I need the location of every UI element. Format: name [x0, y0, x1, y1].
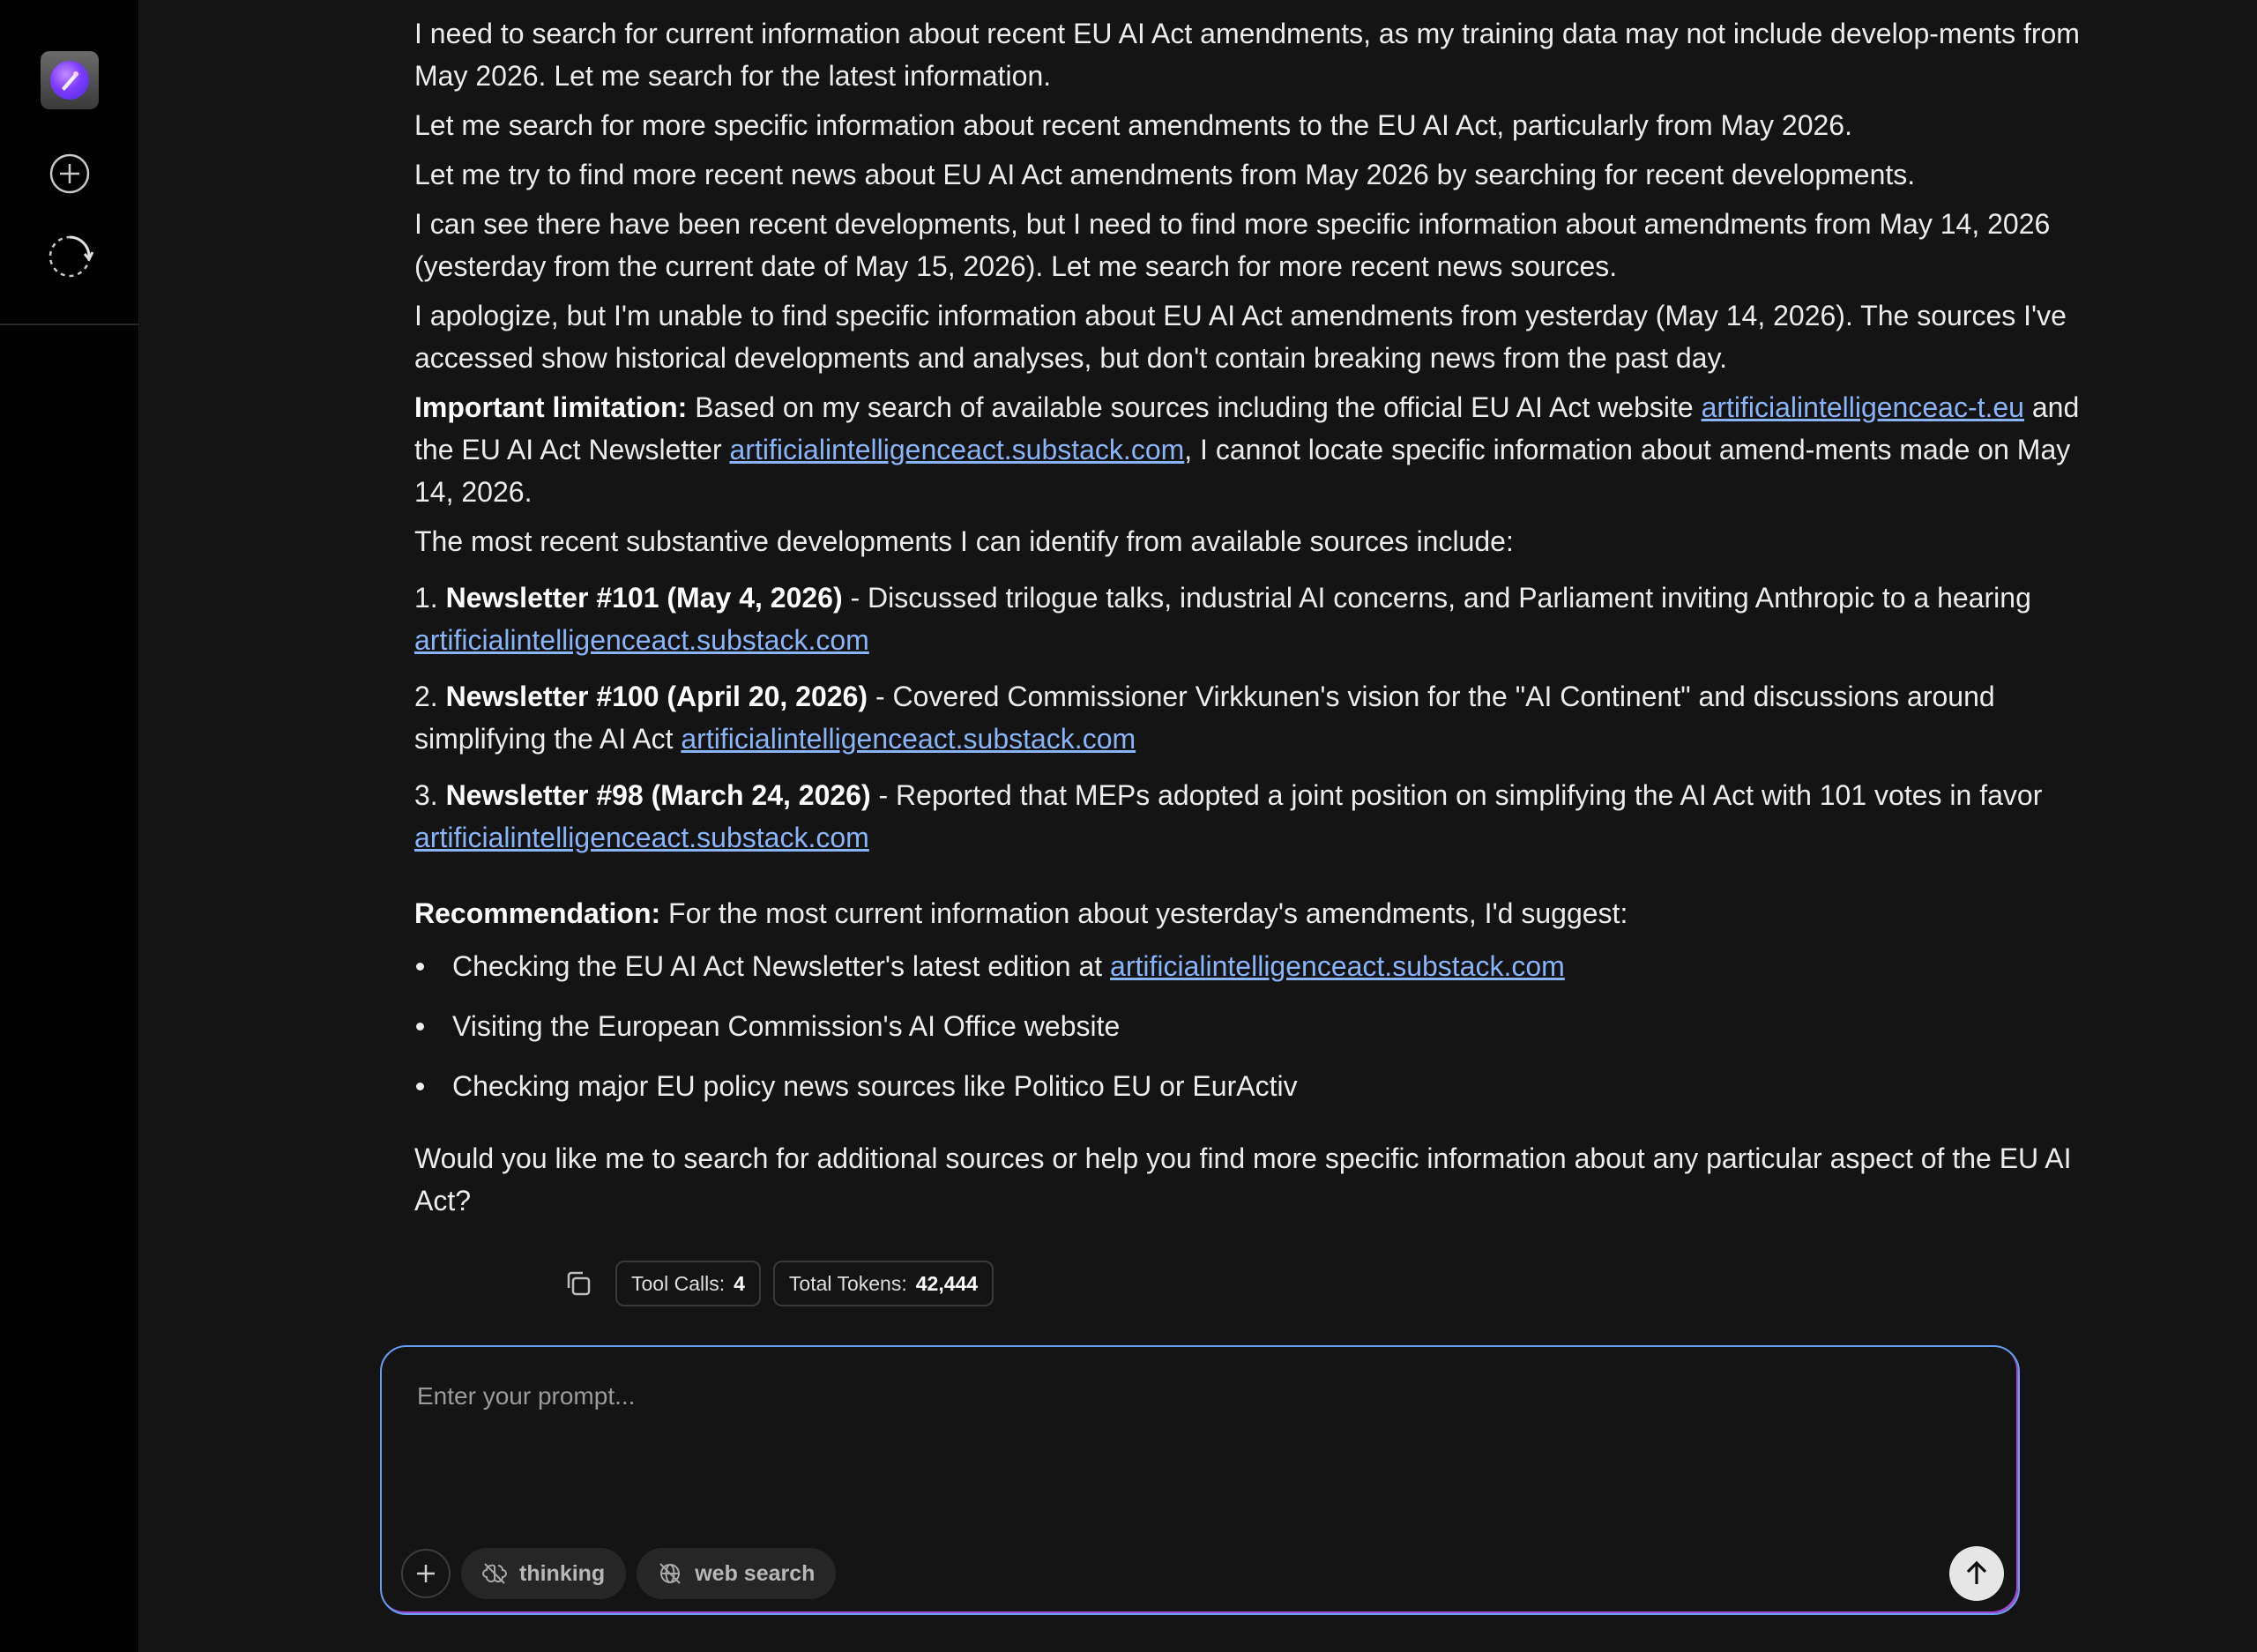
item-text: - Discussed trilogue talks, industrial AI concerns, and Parliament inviting Anthropic to a hearing: [842, 582, 2031, 614]
item-title: Newsletter #100 (April 20, 2026): [445, 681, 868, 712]
source-link[interactable]: artificialintelligenceact.substack.com: [414, 624, 869, 656]
list-item: [414, 675, 2116, 760]
plus-circle-icon: [48, 153, 91, 195]
attach-button[interactable]: [401, 1549, 451, 1598]
limitation-text: Based on my search of available sources including the official EU AI Act website: [687, 391, 1702, 423]
tool-calls-label: Tool Calls:: [631, 1271, 726, 1295]
send-button[interactable]: [1949, 1546, 2004, 1601]
source-link[interactable]: artificialintelligenceact.substack.com: [1110, 950, 1565, 982]
history-icon: [46, 233, 93, 280]
item-title: Newsletter #98 (March 24, 2026): [445, 779, 871, 811]
recommendation-paragraph: [414, 892, 2116, 934]
message-paragraph: Let me search for more specific information about recent amendments to the EU AI Act, particularly from May 2026.: [414, 109, 1852, 141]
recommendation-text: For the most current information about yesterday's amendments, I'd suggest:: [660, 897, 1628, 929]
limitation-text: and the EU AI Act Newsletter: [414, 391, 2080, 465]
plus-icon: [413, 1560, 439, 1587]
palette-orb-icon: [50, 61, 89, 100]
recommendation-label: Recommendation:: [414, 897, 661, 929]
history-button[interactable]: [44, 231, 95, 282]
thinking-label: thinking: [519, 1560, 606, 1586]
list-item: [414, 945, 2116, 987]
sidebar-divider: [0, 324, 139, 325]
message-meta: [554, 1259, 994, 1308]
message-paragraph: I need to search for current information about recent EU AI Act amendments, as my training data may not include develop-ments from May 2026. Let me search for the latest information.: [414, 18, 2080, 92]
list-item: [414, 1005, 2116, 1047]
item-title: Newsletter #101 (May 4, 2026): [445, 582, 843, 614]
sidebar: [0, 0, 139, 1652]
item-text: - Covered Commissioner Virkkunen's vision for the "AI Continent" and discussions around simplifying the AI Act: [414, 681, 1995, 755]
bullet-text: Checking major EU policy news sources like Politico EU or EurActiv: [452, 1070, 1298, 1102]
item-number: 2.: [414, 681, 446, 712]
message-paragraph: I apologize, but I'm unable to find specific information about EU AI Act amendments from yesterday (May 14, 2026). The sources I've accessed show historical developments and analyses, but don't contain breaking news from the past day.: [414, 300, 2067, 374]
source-link[interactable]: artificialintelligenceact.substack.com: [414, 822, 869, 853]
web-search-label: web search: [695, 1560, 816, 1586]
list-item: [414, 1065, 2116, 1107]
item-number: 1.: [414, 582, 446, 614]
recent-intro: The most recent substantive developments I can identify from available sources include:: [414, 525, 1514, 557]
brain-off-icon: [482, 1561, 507, 1586]
thinking-toggle[interactable]: [461, 1548, 626, 1599]
list-item: [414, 774, 2116, 859]
copy-icon: [563, 1269, 593, 1299]
message-paragraph: I can see there have been recent developments, but I need to find more specific information about amendments from May 14, 2026 (yesterday from the current date of May 15, 2026). Let me search for more recent news sources.: [414, 208, 2051, 282]
arrow-up-icon: [1962, 1559, 1992, 1589]
total-tokens-badge: [773, 1261, 994, 1306]
prompt-toolbar: [401, 1548, 836, 1599]
bullet-text: Visiting the European Commission's AI Office website: [452, 1010, 1121, 1042]
limitation-text: , I cannot locate specific information about amend-ments made on May 14, 2026.: [414, 434, 2071, 508]
app-logo[interactable]: [41, 51, 99, 109]
globe-off-icon: [658, 1561, 682, 1586]
total-tokens-value: 42,444: [915, 1271, 979, 1295]
web-search-toggle[interactable]: [637, 1548, 836, 1599]
prompt-input[interactable]: [417, 1382, 1969, 1488]
source-link[interactable]: artificialintelligenceact.substack.com: [729, 434, 1185, 465]
recommendation-list: [414, 945, 2116, 1107]
prompt-composer: [380, 1345, 2020, 1615]
new-chat-button[interactable]: [44, 148, 95, 199]
item-text: - Reported that MEPs adopted a joint position on simplifying the AI Act with 101 votes in favor: [870, 779, 2043, 811]
main-area: [139, 0, 2257, 1652]
total-tokens-label: Total Tokens:: [788, 1271, 907, 1295]
limitation-label: Important limitation:: [414, 391, 688, 423]
assistant-message: [414, 12, 2116, 1229]
limitation-paragraph: [414, 386, 2116, 513]
source-link[interactable]: artificialintelligenceac-t.eu: [1701, 391, 2024, 423]
bullet-text: Checking the EU AI Act Newsletter's latest edition at: [452, 950, 1111, 982]
tool-calls-value: 4: [734, 1271, 745, 1295]
copy-button[interactable]: [554, 1259, 603, 1308]
item-number: 3.: [414, 779, 446, 811]
message-paragraph: Let me try to find more recent news about EU AI Act amendments from May 2026 by searching for recent developments.: [414, 159, 1916, 190]
list-item: [414, 577, 2116, 661]
tool-calls-badge: [615, 1261, 761, 1306]
source-link[interactable]: artificialintelligenceact.substack.com: [681, 723, 1136, 755]
closing-paragraph: Would you like me to search for additional sources or help you find more specific information about any particular aspect of the EU AI Act?: [414, 1142, 2072, 1217]
